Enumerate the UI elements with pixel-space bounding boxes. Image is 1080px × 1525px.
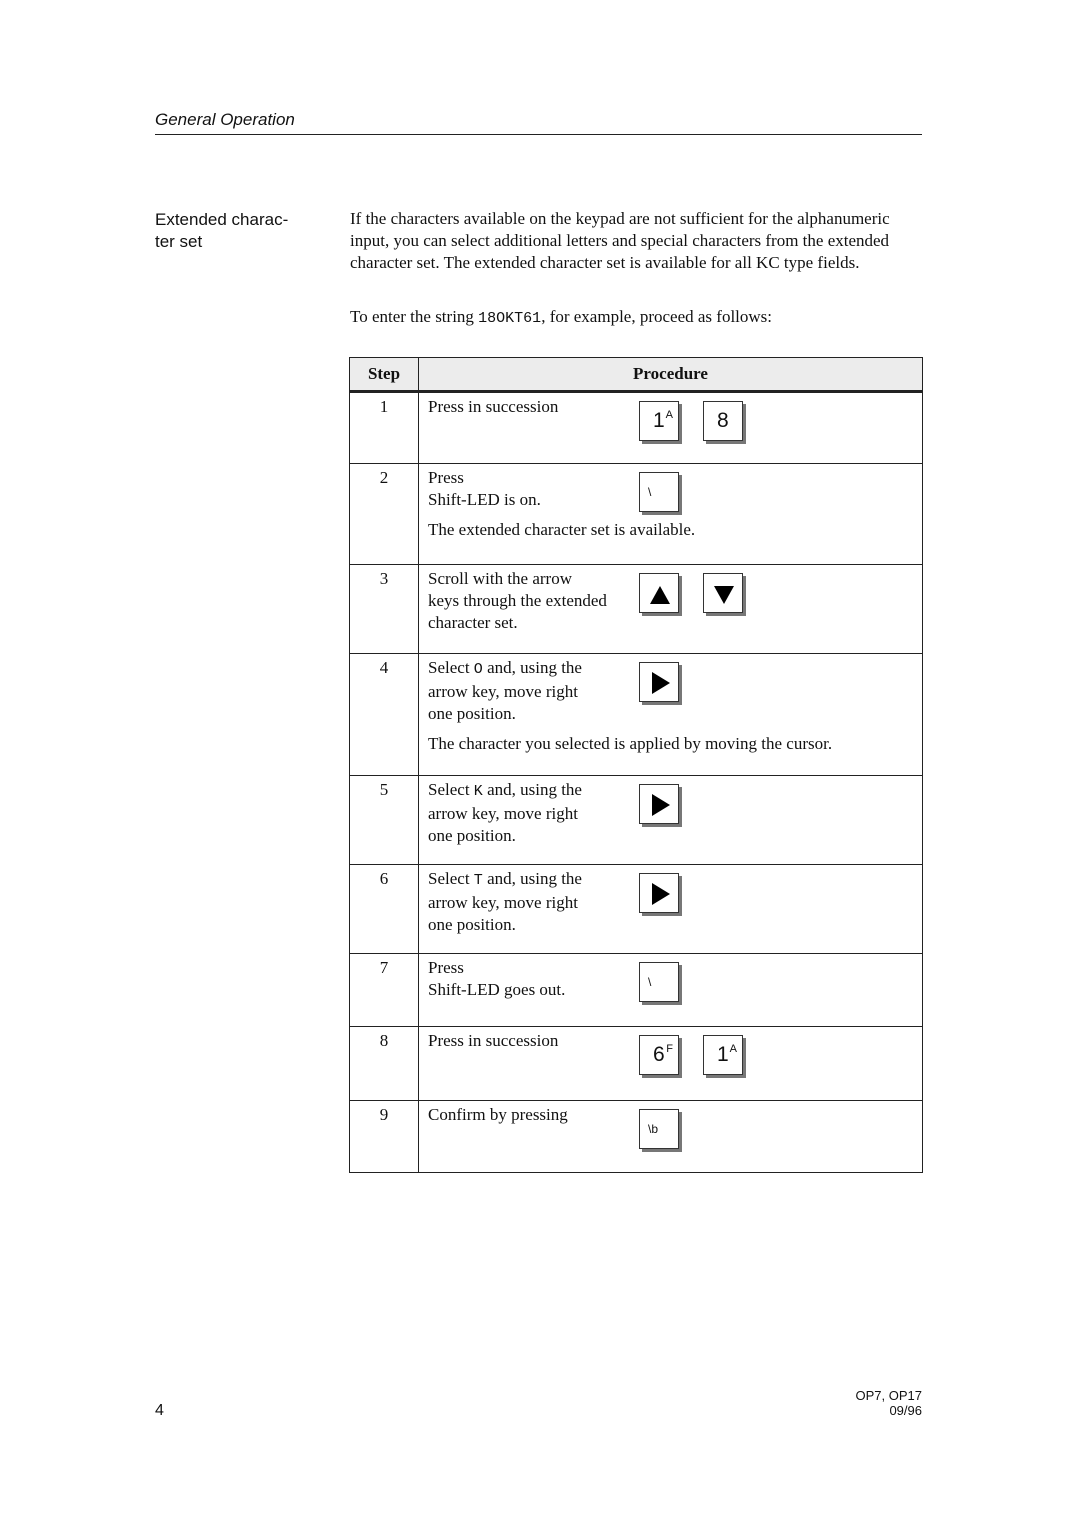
arrow-right-key-icon [639, 784, 679, 824]
keypad-key [703, 1035, 743, 1075]
procedure-text [419, 393, 628, 418]
key-label: 6 [653, 1043, 665, 1066]
procedure-cell [419, 865, 923, 954]
procedure-line: one position. [428, 826, 516, 845]
procedure-line: one position. [428, 915, 516, 934]
procedure-line: Scroll with the arrow [428, 569, 572, 588]
table-row [350, 865, 923, 954]
procedure-line: Confirm by pressing [428, 1105, 568, 1124]
footer-info [856, 1388, 922, 1418]
key-label: 8 [717, 409, 729, 432]
procedure-line [428, 779, 628, 803]
key-label: \b [648, 1122, 659, 1136]
intro-paragraph: If the characters available on the keypad are not sufficient for the alphanumeric input, you can select additional letters and special characters from the extended character set. The extended character set is available for all KC type fields. [350, 209, 890, 272]
procedure-line: Shift-LED goes out. [428, 980, 566, 999]
table-row [350, 1027, 923, 1101]
page-number: 4 [155, 1402, 164, 1419]
procedure-line: arrow key, move right [428, 682, 578, 701]
procedure-text [419, 865, 628, 936]
procedure-text [419, 565, 628, 634]
running-header: General Operation [155, 110, 295, 129]
procedure-text [419, 654, 628, 725]
procedure-cell [419, 954, 923, 1027]
selected-character: O [473, 661, 483, 678]
procedure-note: The extended character set is available. [428, 520, 696, 539]
procedure-line: Press in succession [428, 1031, 559, 1050]
selected-character: T [473, 872, 483, 889]
table-row [350, 776, 923, 865]
selected-character: K [473, 783, 483, 800]
arrow-right-key-icon [639, 662, 679, 702]
example-suffix: , for example, proceed as follows: [541, 307, 773, 326]
procedure-line: Press in succession [428, 397, 559, 416]
procedure-text [419, 954, 628, 1001]
key-shift-label: A [729, 1043, 737, 1055]
keypad-key [639, 472, 679, 512]
key-label: 1 [717, 1043, 729, 1066]
header-rule [155, 134, 922, 135]
procedure-line [428, 868, 628, 892]
procedure-note: The character you selected is applied by moving the cursor. [428, 734, 833, 753]
table-row [350, 654, 923, 776]
keypad-key [703, 401, 743, 441]
table-row [350, 954, 923, 1027]
col-procedure-header: Procedure [419, 358, 923, 392]
key-group [639, 573, 743, 613]
table-header-row [350, 358, 923, 392]
select-suffix: and, using the [482, 658, 582, 677]
example-prefix: To enter the string [350, 307, 479, 326]
arrow-down-key-icon [703, 573, 743, 613]
step-number: 4 [350, 654, 419, 776]
keypad-key [639, 401, 679, 441]
procedure-cell [419, 464, 923, 565]
col-step-header: Step [350, 358, 419, 392]
procedure-cell [419, 1027, 923, 1101]
key-group [639, 401, 743, 441]
key-label: \ [648, 485, 652, 499]
side-label-line-2: ter set [155, 232, 203, 251]
procedure-cell [419, 654, 923, 776]
keypad-key [639, 962, 679, 1002]
arrow-up-key-icon [639, 573, 679, 613]
arrow-right-key-icon [639, 873, 679, 913]
procedure-text [419, 464, 628, 511]
table-row [350, 565, 923, 654]
procedure-line: Press [428, 958, 464, 977]
procedure-line: one position. [428, 704, 516, 723]
procedure-text [419, 776, 628, 847]
procedure-line: arrow key, move right [428, 893, 578, 912]
key-group [639, 1109, 679, 1149]
procedure-cell [419, 1101, 923, 1173]
procedure-line: keys through the extended [428, 591, 607, 610]
procedure-line: Shift-LED is on. [428, 490, 541, 509]
select-suffix: and, using the [482, 780, 582, 799]
table-row [350, 1101, 923, 1173]
select-prefix: Select [428, 869, 474, 888]
step-number: 6 [350, 865, 419, 954]
step-number: 3 [350, 565, 419, 654]
keypad-key [639, 1109, 679, 1149]
procedure-cell [419, 776, 923, 865]
side-label-line-1: Extended charac- [155, 210, 289, 229]
procedure-line: character set. [428, 613, 518, 632]
footer-product: OP7, OP17 [855, 1388, 922, 1403]
step-number: 5 [350, 776, 419, 865]
procedure-line [428, 657, 628, 681]
procedure-text [419, 1027, 628, 1052]
select-prefix: Select [428, 658, 474, 677]
step-number: 2 [350, 464, 419, 565]
procedure-table [349, 357, 923, 1173]
example-sentence [350, 306, 920, 330]
procedure-cell [419, 565, 923, 654]
footer-date: 09/96 [889, 1403, 922, 1418]
keypad-key [639, 1035, 679, 1075]
select-suffix: and, using the [482, 869, 582, 888]
procedure-text [419, 1101, 628, 1126]
key-group [639, 1035, 743, 1075]
table-row [350, 392, 923, 464]
key-group [639, 662, 679, 702]
procedure-line: Press [428, 468, 464, 487]
example-string: 18OKT61 [478, 310, 542, 327]
key-label: \ [648, 975, 652, 989]
procedure-cell [419, 392, 923, 464]
select-prefix: Select [428, 780, 474, 799]
step-number: 7 [350, 954, 419, 1027]
step-number: 9 [350, 1101, 419, 1173]
key-shift-label: F [666, 1043, 673, 1055]
key-label: 1 [653, 409, 665, 432]
step-number: 1 [350, 392, 419, 464]
key-shift-label: A [665, 409, 673, 421]
section-side-label [155, 209, 288, 253]
step-number: 8 [350, 1027, 419, 1101]
key-group [639, 472, 679, 512]
key-group [639, 784, 679, 824]
procedure-line: arrow key, move right [428, 804, 578, 823]
key-group [639, 962, 679, 1002]
key-group [639, 873, 679, 913]
table-row [350, 464, 923, 565]
